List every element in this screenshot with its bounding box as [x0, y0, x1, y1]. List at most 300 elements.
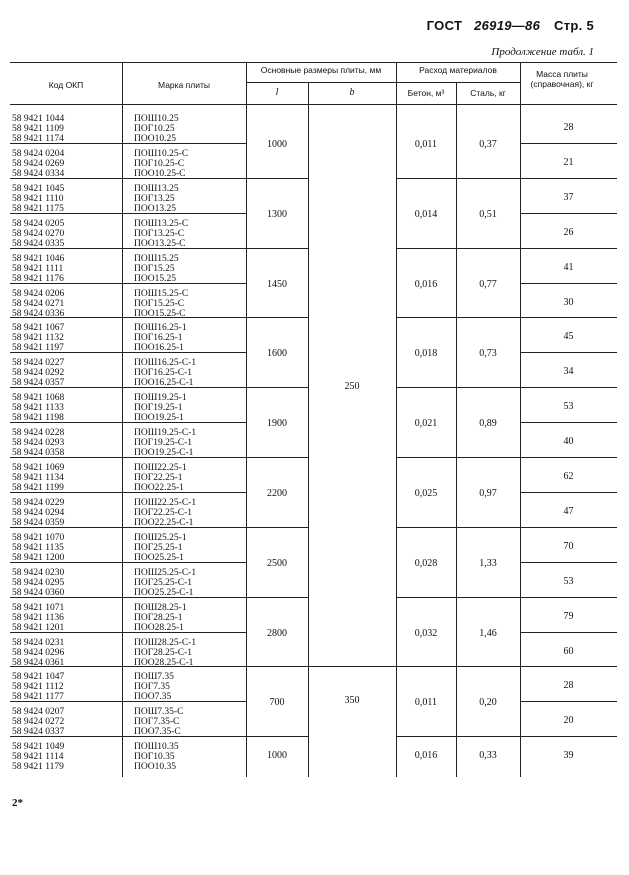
row-rule	[10, 736, 122, 737]
block-rule	[396, 387, 520, 388]
header-col-rule	[122, 62, 123, 104]
okp-code: 58 9424 0271	[12, 298, 65, 309]
plate-mark: ПОГ7.35-С	[134, 717, 180, 728]
row-rule	[520, 562, 617, 563]
okp-code: 58 9424 0231	[12, 637, 65, 648]
row-rule	[10, 422, 122, 423]
row-rule	[10, 352, 122, 353]
okp-code: 58 9421 1111	[12, 263, 64, 274]
length-value: 1300	[267, 208, 287, 220]
block-rule	[246, 736, 308, 737]
plate-marks	[134, 672, 174, 702]
plate-marks	[134, 533, 187, 563]
plate-mass: 62	[563, 471, 574, 482]
plate-mark: ПОШ25.25-1	[134, 532, 187, 543]
okp-code: 58 9424 0227	[12, 358, 65, 369]
plate-mark: ПОШ22.25-1	[134, 463, 187, 473]
block-rule	[246, 387, 308, 388]
plate-mass: 70	[563, 540, 574, 552]
block-rule	[246, 597, 308, 598]
okp-codes	[12, 393, 64, 423]
okp-code: 58 9424 0337	[12, 727, 65, 738]
okp-code: 58 9424 0294	[12, 507, 65, 518]
plate-mass: 21	[563, 156, 574, 168]
plate-marks	[134, 428, 196, 458]
okp-code: 58 9421 1179	[12, 762, 64, 773]
plate-mark: ПОШ28.25-1	[134, 602, 187, 613]
header-col-rule	[520, 62, 521, 104]
row-rule	[122, 352, 246, 353]
col-rule	[396, 104, 397, 777]
okp-code: 58 9421 1132	[12, 333, 64, 344]
plate-mass: 30	[563, 296, 574, 308]
plate-mark: ПОГ16.25-С-1	[134, 368, 193, 379]
okp-code: 58 9421 1198	[12, 413, 64, 424]
okp-code: 58 9424 0334	[12, 168, 65, 179]
plate-mark: ПОШ10.25	[134, 114, 179, 124]
plate-mark: ПОГ25.25-С-1	[134, 577, 193, 588]
row-rule	[122, 283, 246, 284]
row-rule	[10, 562, 122, 563]
plate-mass: 60	[563, 645, 574, 657]
okp-codes	[12, 568, 64, 598]
col-rule	[456, 104, 457, 777]
plate-mark: ПОШ28.25-С-1	[134, 637, 197, 648]
length-value: 1000	[267, 749, 287, 761]
data-table	[10, 62, 617, 800]
plate-mark: ПОГ28.25-1	[134, 612, 183, 623]
okp-code: 58 9424 0296	[12, 647, 65, 658]
row-rule	[520, 283, 617, 284]
row-rule	[122, 213, 246, 214]
concrete-volume: 0,028	[414, 557, 438, 569]
block-rule	[246, 317, 308, 318]
block-rule	[246, 178, 308, 179]
row-rule	[520, 422, 617, 423]
row-rule	[520, 666, 617, 667]
row-rule	[10, 701, 122, 702]
block-rule	[396, 317, 520, 318]
plate-mass: 28	[563, 680, 574, 692]
plate-marks	[134, 393, 187, 423]
okp-code: 58 9424 0292	[12, 368, 65, 379]
plate-mark: ПОО19.25-1	[134, 413, 184, 424]
concrete-volume: 0,011	[414, 138, 438, 150]
plate-mark: ПОО28.25-С-1	[134, 657, 194, 668]
block-rule	[396, 666, 520, 667]
row-rule	[520, 527, 617, 528]
plate-mass: 28	[563, 122, 574, 133]
steel-mass: 0,37	[479, 138, 497, 150]
okp-code: 58 9421 1201	[12, 622, 65, 633]
concrete-volume: 0,011	[414, 697, 438, 709]
plate-marks	[134, 463, 187, 493]
plate-mark: ПОШ15.25-С	[134, 288, 189, 299]
okp-code: 58 9421 1046	[12, 253, 65, 264]
row-rule	[10, 143, 122, 144]
okp-codes	[12, 289, 64, 319]
length-value: 1900	[267, 418, 287, 430]
plate-mark: ПОО10.25-С	[134, 168, 186, 179]
plate-mark: ПОО28.25-1	[134, 622, 184, 633]
header-b: b	[349, 87, 355, 98]
plate-mark: ПОГ10.25-С	[134, 158, 185, 169]
plate-mark: ПОО10.35	[134, 762, 176, 773]
row-rule	[520, 387, 617, 388]
plate-mass: 37	[563, 191, 574, 203]
plate-mark: ПОШ13.25	[134, 183, 179, 194]
okp-code: 58 9421 1199	[12, 483, 64, 493]
block-rule	[246, 457, 308, 458]
okp-codes	[12, 498, 64, 528]
header-col-rule	[246, 62, 247, 104]
plate-mass: 45	[563, 331, 574, 343]
plate-mark: ПОГ22.25-1	[134, 473, 183, 483]
okp-codes	[12, 254, 64, 284]
okp-code: 58 9424 0336	[12, 308, 65, 319]
plate-mark: ПОШ25.25-С-1	[134, 567, 197, 578]
row-rule	[520, 736, 617, 737]
row-rule	[122, 178, 246, 179]
row-rule	[122, 387, 246, 388]
okp-code: 58 9421 1045	[12, 183, 65, 194]
concrete-volume: 0,025	[414, 487, 438, 499]
okp-code: 58 9424 0358	[12, 448, 65, 459]
okp-code: 58 9421 1068	[12, 393, 65, 404]
okp-code: 58 9421 1071	[12, 602, 65, 613]
plate-mark: ПОО10.25	[134, 134, 176, 144]
block-rule	[246, 527, 308, 528]
okp-codes	[12, 149, 64, 179]
plate-mark: ПОШ16.25-С-1	[134, 358, 197, 369]
row-rule	[10, 317, 122, 318]
row-rule	[520, 632, 617, 633]
b-rule	[308, 666, 396, 667]
block-rule	[396, 178, 520, 179]
row-rule	[520, 457, 617, 458]
okp-codes	[12, 638, 64, 668]
plate-mark: ПОШ19.25-С-1	[134, 428, 197, 439]
plate-marks	[134, 184, 179, 214]
steel-mass: 1,46	[479, 627, 497, 639]
okp-code: 58 9421 1133	[12, 403, 64, 414]
header-col-rule	[456, 82, 457, 104]
okp-code: 58 9421 1114	[12, 752, 64, 763]
okp-code: 58 9421 1070	[12, 532, 65, 543]
okp-codes	[12, 184, 64, 214]
okp-codes	[12, 603, 64, 633]
plate-mark: ПОГ16.25-1	[134, 333, 183, 344]
header-mass: Масса плиты (справочная), кг	[530, 69, 594, 89]
plate-marks	[134, 603, 187, 633]
width-value: 250	[344, 381, 360, 393]
plate-mark: ПОШ22.25-С-1	[134, 497, 197, 508]
plate-mass: 34	[563, 366, 574, 378]
plate-mark: ПОО16.25-С-1	[134, 378, 194, 389]
okp-code: 58 9421 1049	[12, 742, 65, 753]
row-rule	[122, 736, 246, 737]
okp-code: 58 9421 1047	[12, 672, 65, 683]
plate-mark: ПОО15.25-С	[134, 308, 186, 319]
row-rule	[520, 352, 617, 353]
okp-code: 58 9421 1175	[12, 203, 64, 214]
steel-mass: 0,33	[479, 749, 497, 761]
okp-codes	[12, 672, 64, 702]
okp-code: 58 9424 0269	[12, 158, 65, 169]
consumption-split-rule	[396, 82, 520, 83]
okp-code: 58 9424 0204	[12, 148, 65, 159]
row-rule	[520, 213, 617, 214]
row-rule	[122, 457, 246, 458]
plate-mark: ПОШ10.35	[134, 742, 179, 753]
okp-code: 58 9421 1069	[12, 463, 65, 473]
header-col-rule	[396, 62, 397, 104]
plate-marks	[134, 219, 188, 249]
plate-mark: ПОГ15.25	[134, 263, 175, 274]
row-rule	[10, 178, 122, 179]
length-value: 2200	[267, 487, 287, 499]
row-rule	[122, 492, 246, 493]
okp-codes	[12, 323, 64, 353]
plate-marks	[134, 498, 196, 528]
length-value: 700	[269, 697, 285, 709]
concrete-volume: 0,016	[414, 278, 438, 290]
plate-mark: ПОГ13.25	[134, 193, 175, 204]
plate-marks	[134, 638, 196, 668]
okp-codes	[12, 463, 64, 493]
plate-mark: ПОО25.25-С-1	[134, 587, 194, 598]
header-steel: Сталь, кг	[470, 88, 506, 98]
row-rule	[520, 178, 617, 179]
okp-code: 58 9421 1177	[12, 692, 64, 703]
row-rule	[122, 562, 246, 563]
plate-mass: 79	[563, 610, 574, 622]
header-dims: Основные размеры плиты, мм	[260, 65, 382, 75]
okp-code: 58 9424 0270	[12, 228, 65, 239]
okp-code: 58 9421 1110	[12, 193, 64, 204]
plate-mark: ПОГ13.25-С	[134, 228, 185, 239]
steel-mass: 0,20	[479, 697, 497, 709]
plate-marks	[134, 254, 179, 284]
plate-mass: 26	[563, 226, 574, 238]
plate-mass: 40	[563, 436, 574, 448]
row-rule	[122, 248, 246, 249]
plate-mark: ПОГ19.25-1	[134, 403, 183, 414]
row-rule	[122, 422, 246, 423]
okp-code: 58 9421 1174	[12, 134, 64, 144]
concrete-volume: 0,032	[414, 627, 438, 639]
header-concrete: Бетон, м³	[407, 88, 445, 98]
okp-codes	[12, 219, 64, 249]
plate-mark: ПОШ19.25-1	[134, 393, 187, 404]
length-value: 2800	[267, 627, 287, 639]
row-rule	[122, 527, 246, 528]
plate-mark: ПОО13.25	[134, 203, 176, 214]
col-rule	[122, 104, 123, 777]
okp-code: 58 9421 1135	[12, 542, 64, 553]
okp-code: 58 9424 0228	[12, 428, 65, 439]
header-top-rule	[10, 62, 617, 63]
header-mark: Марка плиты	[158, 80, 210, 90]
row-rule	[10, 527, 122, 528]
row-rule	[10, 632, 122, 633]
plate-marks	[134, 323, 187, 353]
block-rule	[246, 666, 308, 667]
okp-code: 58 9421 1109	[12, 124, 64, 134]
plate-marks	[134, 742, 179, 772]
row-rule	[122, 666, 246, 667]
plate-mark: ПОШ10.25-С	[134, 148, 189, 159]
block-rule	[396, 597, 520, 598]
plate-mark: ПОШ13.25-С	[134, 218, 189, 229]
okp-code: 58 9424 0359	[12, 517, 65, 528]
plate-mark: ПОО16.25-1	[134, 343, 184, 354]
concrete-volume: 0,016	[414, 749, 438, 761]
header-code: Код ОКП	[48, 80, 84, 90]
block-rule	[246, 248, 308, 249]
plate-marks	[134, 114, 179, 144]
row-rule	[122, 143, 246, 144]
okp-codes	[12, 707, 64, 737]
okp-code: 58 9424 0357	[12, 378, 65, 389]
plate-mark: ПОО15.25	[134, 273, 176, 284]
okp-code: 58 9424 0361	[12, 657, 65, 668]
plate-mark: ПОО25.25-1	[134, 552, 184, 563]
okp-code: 58 9424 0230	[12, 567, 65, 578]
header-bottom-rule	[10, 104, 617, 105]
okp-code: 58 9421 1200	[12, 552, 65, 563]
okp-codes	[12, 358, 64, 388]
header-col-rule	[308, 82, 309, 104]
length-value: 1000	[267, 138, 287, 150]
plate-mark: ПОШ7.35-С	[134, 707, 184, 718]
row-rule	[10, 597, 122, 598]
width-value: 350	[344, 695, 360, 707]
okp-code: 58 9421 1197	[12, 343, 64, 354]
page-header	[427, 18, 594, 33]
okp-codes	[12, 533, 64, 563]
row-rule	[10, 213, 122, 214]
plate-mark: ПОО22.25-С-1	[134, 517, 194, 528]
plate-mass: 20	[563, 715, 574, 727]
row-rule	[10, 457, 122, 458]
plate-marks	[134, 707, 183, 737]
okp-code: 58 9421 1112	[12, 682, 64, 693]
okp-codes	[12, 742, 64, 772]
header-l: l	[275, 87, 279, 98]
row-rule	[520, 317, 617, 318]
steel-mass: 0,97	[479, 487, 497, 499]
plate-mark: ПОГ15.25-С	[134, 298, 185, 309]
okp-code: 58 9424 0205	[12, 218, 65, 229]
plate-marks	[134, 149, 188, 179]
okp-codes	[12, 114, 64, 144]
plate-mark: ПОГ22.25-С-1	[134, 507, 193, 518]
length-value: 1450	[267, 278, 287, 290]
plate-mark: ПОГ19.25-С-1	[134, 438, 193, 449]
row-rule	[520, 492, 617, 493]
concrete-volume: 0,018	[414, 348, 438, 360]
row-rule	[10, 492, 122, 493]
row-rule	[520, 143, 617, 144]
footer-mark: 2*	[12, 797, 23, 809]
col-rule	[246, 104, 247, 777]
row-rule	[520, 701, 617, 702]
plate-mark: ПОШ16.25-1	[134, 323, 187, 334]
header-consumption: Расход материалов	[419, 65, 497, 75]
plate-mark: ПОГ25.25-1	[134, 542, 183, 553]
plate-marks	[134, 358, 196, 388]
plate-mark: ПОГ28.25-С-1	[134, 647, 193, 658]
page-number: Стр. 5	[554, 18, 594, 33]
block-rule	[396, 736, 520, 737]
plate-mark: ПОГ7.35	[134, 682, 170, 693]
continuation-note: Продолжение табл. 1	[491, 46, 594, 58]
plate-mass: 41	[563, 261, 574, 273]
okp-code: 58 9424 0360	[12, 587, 65, 598]
block-rule	[396, 527, 520, 528]
okp-code: 58 9421 1176	[12, 273, 64, 284]
okp-code: 58 9424 0272	[12, 717, 65, 728]
row-rule	[122, 317, 246, 318]
row-rule	[10, 283, 122, 284]
row-rule	[122, 701, 246, 702]
okp-codes	[12, 428, 64, 458]
okp-code: 58 9421 1136	[12, 612, 64, 623]
okp-code: 58 9424 0335	[12, 238, 65, 249]
steel-mass: 1,33	[479, 557, 497, 569]
standard-label: ГОСТ	[426, 18, 463, 33]
steel-mass: 0,89	[479, 418, 497, 430]
row-rule	[520, 248, 617, 249]
row-rule	[122, 632, 246, 633]
row-rule	[520, 597, 617, 598]
concrete-volume: 0,021	[414, 418, 438, 430]
steel-mass: 0,51	[479, 208, 497, 220]
steel-mass: 0,77	[479, 278, 497, 290]
block-rule	[396, 457, 520, 458]
standard-number: 26919—86	[474, 18, 541, 33]
row-rule	[122, 597, 246, 598]
okp-code: 58 9424 0206	[12, 288, 65, 299]
plate-mass: 53	[563, 401, 574, 413]
row-rule	[10, 666, 122, 667]
concrete-volume: 0,014	[414, 208, 438, 220]
plate-marks	[134, 568, 196, 598]
okp-code: 58 9421 1067	[12, 323, 65, 334]
dims-split-rule	[246, 82, 396, 83]
plate-mark: ПОГ10.35	[134, 752, 175, 763]
plate-mark: ПОО13.25-С	[134, 238, 186, 249]
plate-mass: 47	[563, 505, 574, 517]
plate-mark: ПОО19.25-С-1	[134, 448, 194, 459]
row-rule	[10, 248, 122, 249]
plate-marks	[134, 289, 188, 319]
okp-code: 58 9421 1044	[12, 114, 65, 124]
col-rule	[308, 104, 309, 777]
plate-mark: ПОО7.35-С	[134, 727, 181, 738]
plate-mark: ПОГ10.25	[134, 124, 175, 134]
length-value: 1600	[267, 348, 287, 360]
plate-mark: ПОО7.35	[134, 692, 172, 703]
plate-mark: ПОО22.25-1	[134, 483, 184, 493]
okp-code: 58 9424 0229	[12, 497, 65, 508]
plate-mass: 39	[563, 750, 574, 762]
plate-mass: 53	[563, 575, 574, 587]
length-value: 2500	[267, 557, 287, 569]
okp-code: 58 9424 0295	[12, 577, 65, 588]
steel-mass: 0,73	[479, 348, 497, 360]
